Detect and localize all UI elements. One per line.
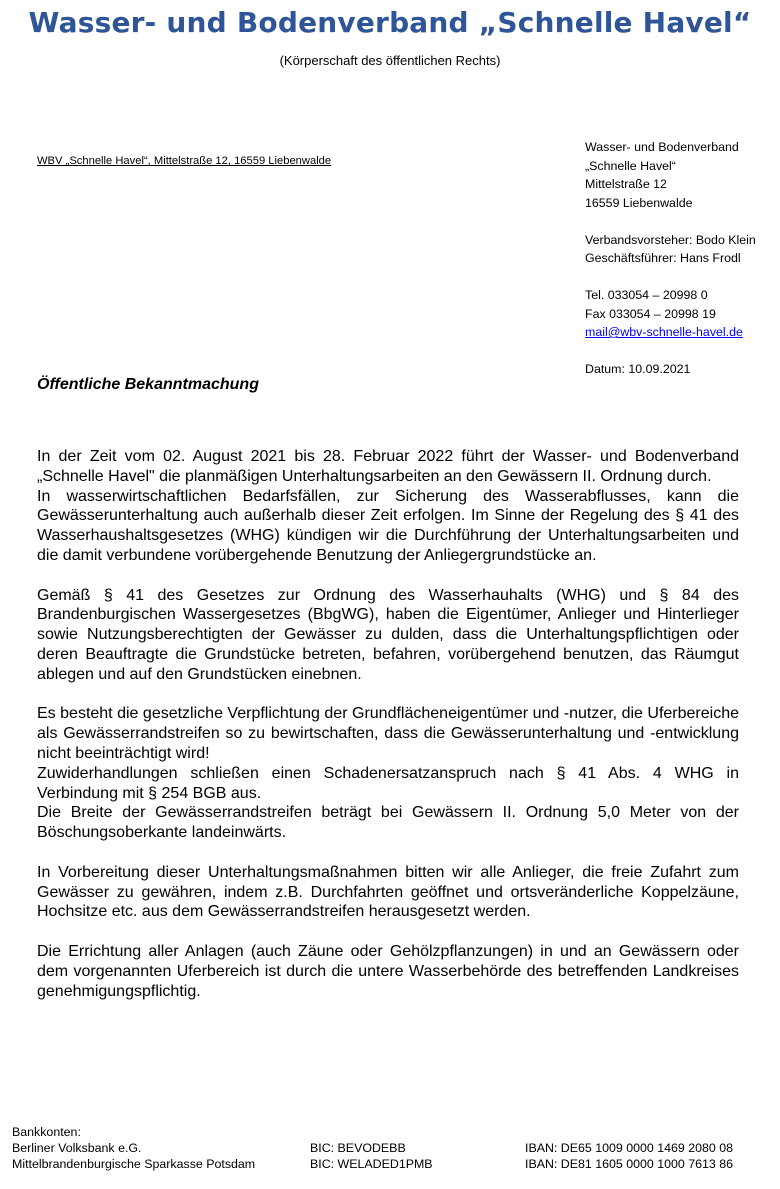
sender-block xyxy=(585,138,756,379)
bank-footer xyxy=(12,1124,734,1172)
bank-name: Berliner Volksbank e.G. xyxy=(12,1141,142,1155)
paragraph-sentence: In Vorbereitung dieser Unterhaltungsmaßnahmen bitten wir alle Anlieger, die freie Zufahrt zum Gewässer zu gewähren, indem z.B. Durchfahrten geöffnet und ortsveränderliche Koppelzäune, Hochsitze etc. aus dem Gewässerrandstreifen herausgesetzt werden. xyxy=(37,863,739,921)
paragraph-sentence: Die Errichtung aller Anlagen (auch Zäune oder Gehölzpflanzungen) in und an Gewässern oder dem vorgenannten Uferbereich ist durch die untere Wasserbehörde des betreffenden Landkreises genehmigungspflichtig. xyxy=(37,942,739,1000)
paragraph-sentence: Zuwiderhandlungen schließen einen Schadenersatzanspruch nach § 41 Abs. 4 WHG in Verbindung mit § 254 BGB aus. xyxy=(37,764,739,802)
sender-street: Mittelstraße 12 xyxy=(585,177,667,191)
paragraph-sentence: In wasserwirtschaftlichen Bedarfsfällen, zur Sicherung des Wasserabflusses, kann die Gewässerunterhaltung auch außerhalb dieser Zeit erfolgen. Im Sinne der Regelung des § 41 des Wasserhaushaltsgesetzes (WHG) kündigen wir die Durchführung der Unterhaltungsarbeiten und die damit verbundene vorübergehende Benutzung der Anliegergrundstücke an. xyxy=(37,487,739,564)
organization-title: Wasser- und Bodenverband „Schnelle Havel“ xyxy=(28,6,752,39)
bank-iban: IBAN: DE65 1009 0000 1469 2080 08 xyxy=(525,1141,734,1155)
sender-phone: Tel. 033054 – 20998 0 xyxy=(585,288,708,302)
paragraph-sentence: Es besteht die gesetzliche Verpflichtung der Grundflächeneigentümer und -nutzer, die Uferbereiche als Gewässerrandstreifen so zu bewirtschaften, dass die Gewässerunterhaltung und -entwicklung nicht beeinträchtigt wird! xyxy=(37,705,739,762)
document-body xyxy=(37,447,739,1001)
sender-chairman: Verbandsvorsteher: Bodo Klein xyxy=(585,232,756,247)
document-title: Öffentliche Bekanntmachung xyxy=(37,376,259,393)
paragraph xyxy=(37,863,739,922)
bank-name: Mittelbrandenburgische Sparkasse Potsdam xyxy=(12,1157,256,1171)
bank-bic: BIC: BEVODEBB xyxy=(310,1141,406,1155)
paragraph-sentence: In der Zeit vom 02. August 2021 bis 28. Februar 2022 führt der Wasser- und Bodenverband „Schnelle Havel" die planmäßigen Unterhaltungsarbeiten an den Gewässern II. Ordnung durch. xyxy=(37,448,739,485)
document-date: Datum: 10.09.2021 xyxy=(585,362,691,376)
sender-fax: Fax 033054 – 20998 19 xyxy=(585,306,716,321)
paragraph-sentence: Gemäß § 41 des Gesetzes zur Ordnung des Wasserhauhalts (WHG) und § 84 des Brandenburgischen Wassergesetzes (BbgWG), haben die Eigentümer, Anlieger und Hinterlieger sowie Nutzungsberechtigten der Gewässer zu dulden, dass die Unterhaltungspflichtigen oder deren Beauftragte die Grundstücke betreten, befahren, vorübergehend benutzen, das Räumgut ablegen und auf den Grundstücken einebnen. xyxy=(37,586,739,683)
bank-account-row xyxy=(12,1140,734,1156)
paragraph xyxy=(37,942,739,1001)
organization-subtitle: (Körperschaft des öffentlichen Rechts) xyxy=(279,53,501,68)
paragraph xyxy=(37,586,739,685)
bank-account-row xyxy=(12,1156,734,1172)
sender-name-line1: Wasser- und Bodenverband xyxy=(585,140,739,154)
paragraph-sentence: Die Breite der Gewässerrandstreifen beträgt bei Gewässern II. Ordnung 5,0 Meter von der Böschungsoberkante landeinwärts. xyxy=(37,804,739,842)
bank-bic: BIC: WELADED1PMB xyxy=(310,1157,433,1171)
bank-accounts-label: Bankkonten: xyxy=(12,1125,81,1139)
bank-iban: IBAN: DE81 1605 0000 1000 7613 86 xyxy=(525,1157,734,1171)
email-link[interactable]: mail@wbv-schnelle-havel.de xyxy=(585,325,743,339)
sender-city: 16559 Liebenwalde xyxy=(585,195,693,210)
paragraph xyxy=(37,447,739,566)
paragraph xyxy=(37,704,739,843)
sender-name-line2: „Schnelle Havel“ xyxy=(585,158,676,173)
sender-manager: Geschäftsführer: Hans Frodl xyxy=(585,251,741,265)
return-address: WBV „Schnelle Havel“, Mittelstraße 12, 16559 Liebenwalde xyxy=(37,155,332,167)
